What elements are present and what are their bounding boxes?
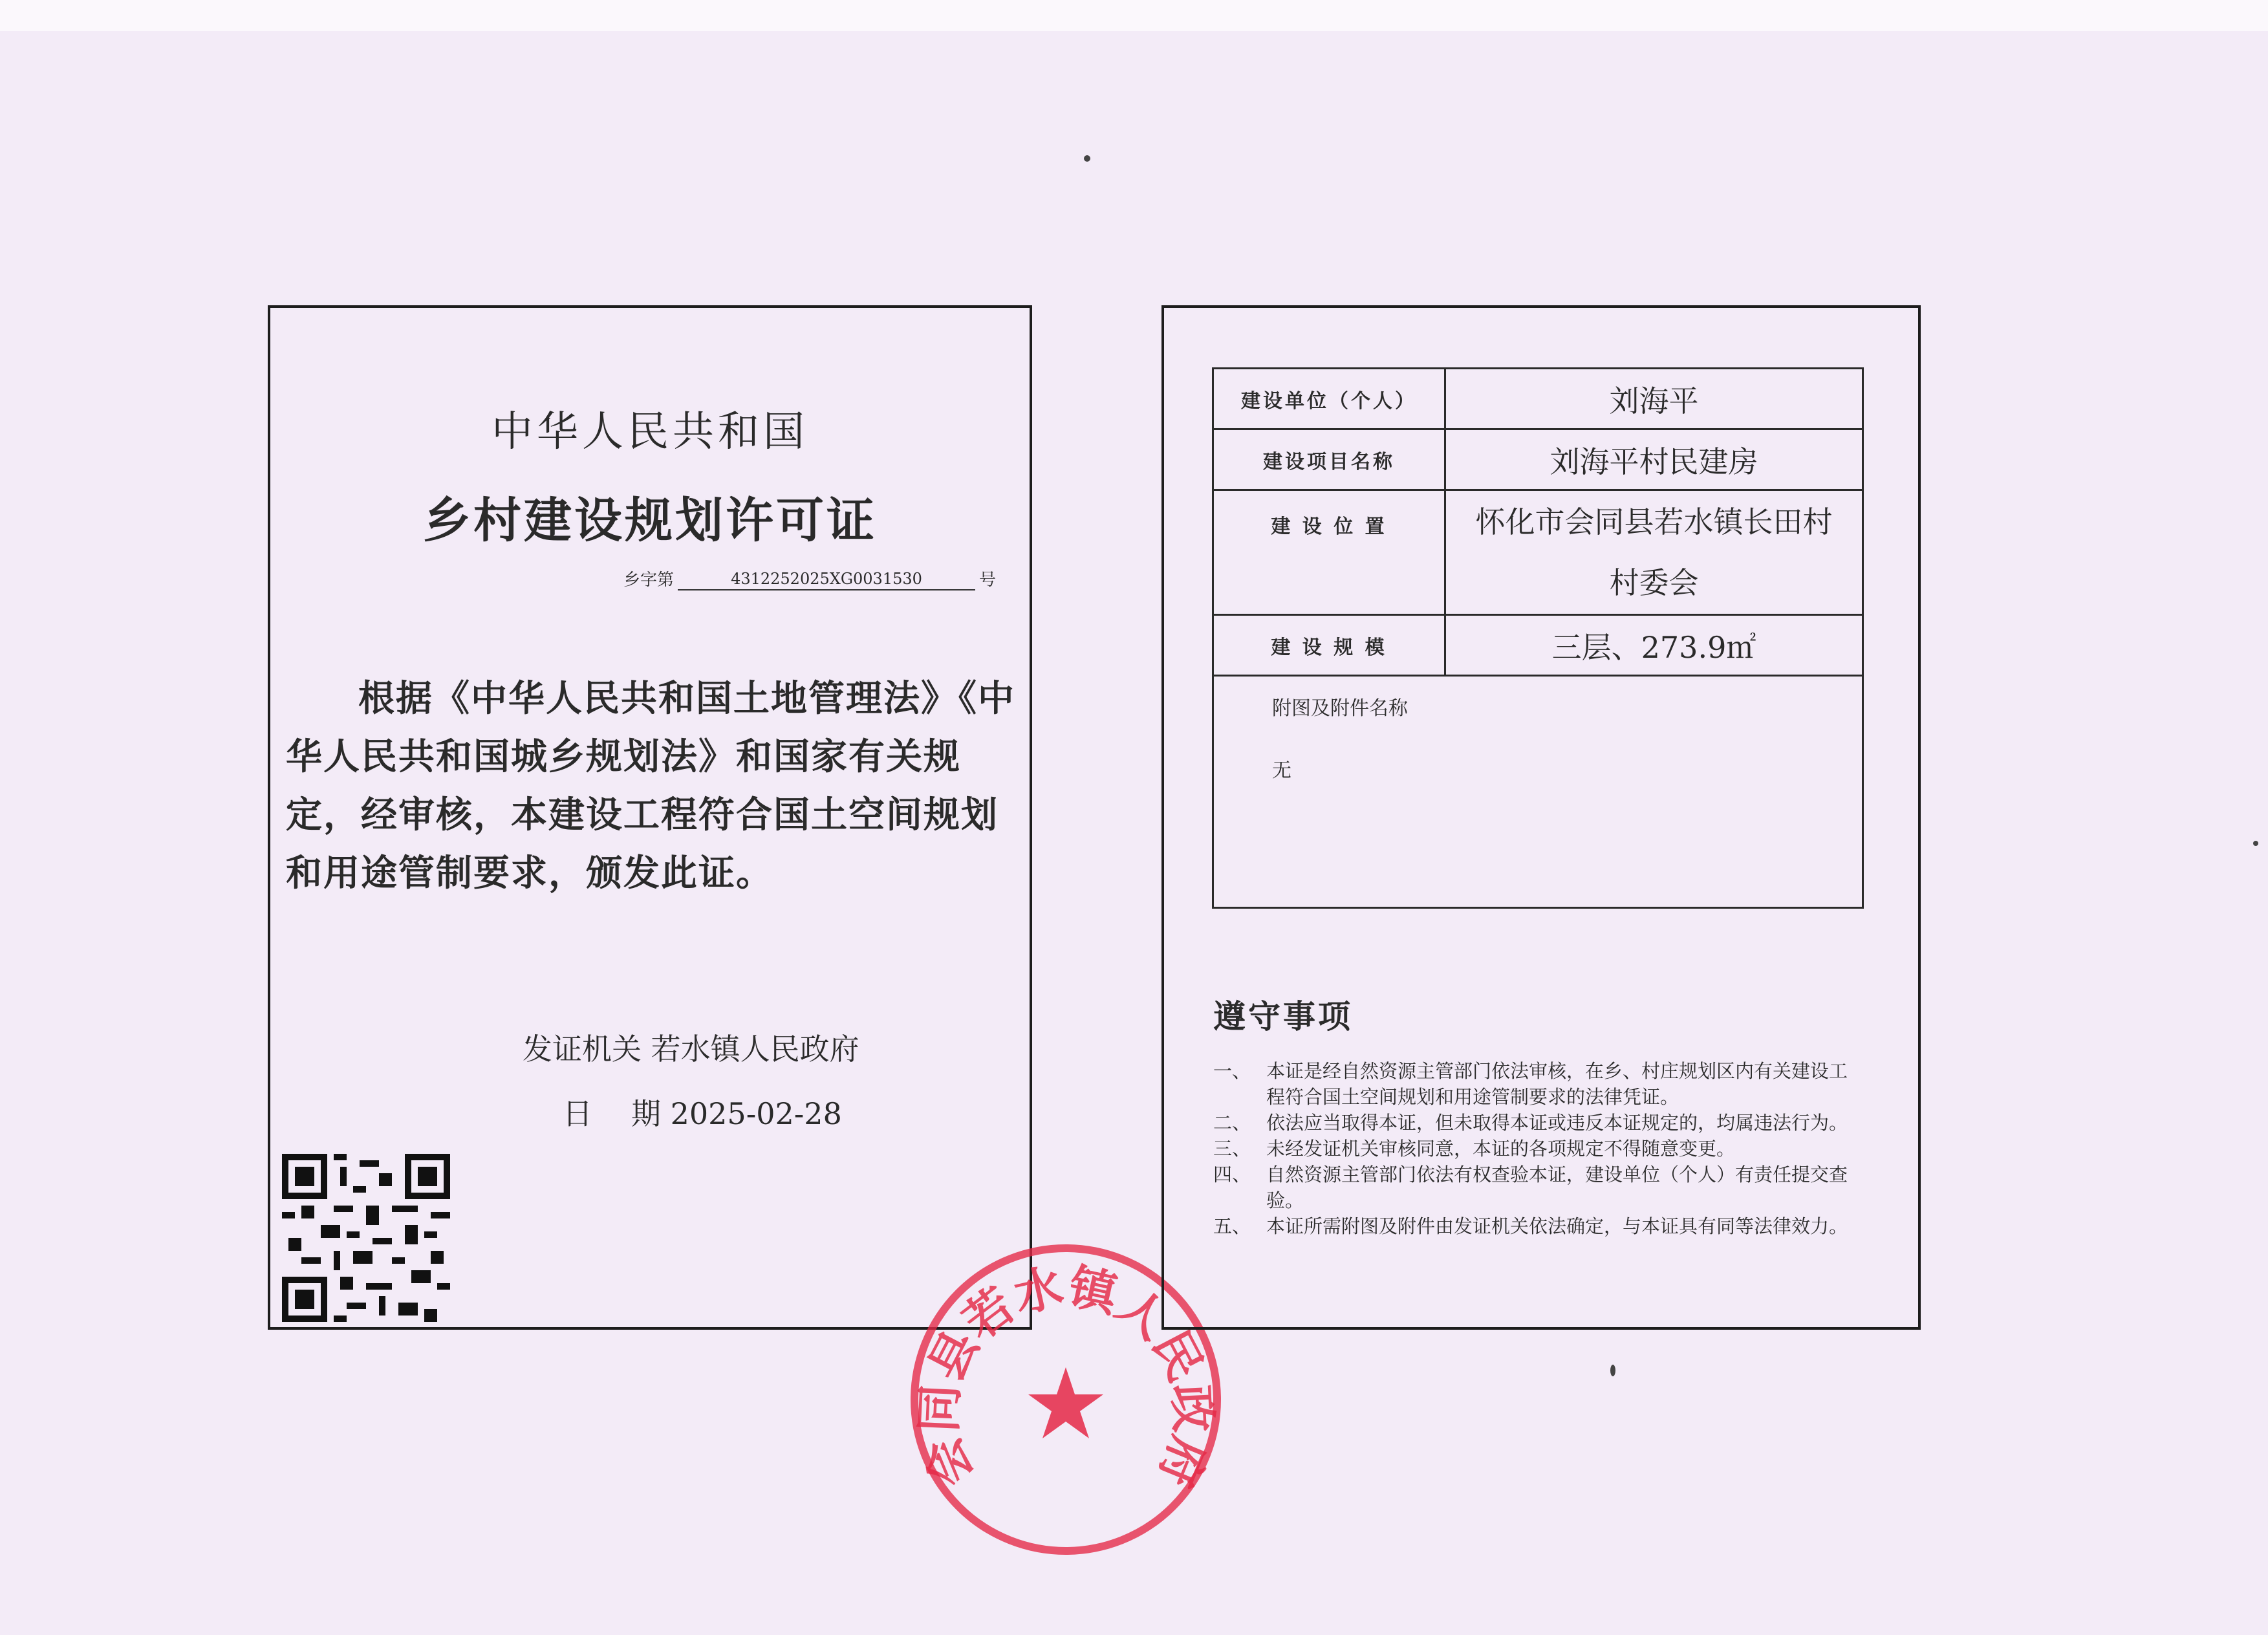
cert-prefix: 乡字第 — [623, 570, 674, 590]
date-line — [563, 1090, 842, 1133]
table-row — [1213, 369, 1863, 429]
rule-number: 一、 — [1213, 1060, 1251, 1082]
qr-code-icon — [282, 1154, 450, 1322]
list-item — [1213, 1213, 1860, 1239]
certificate-body: 根据《中华人民共和国土地管理法》《中华人民共和国城乡规划法》和国家有关规定，经审核，本建设工程符合国土空间规划和用途管制要求，颁发此证。 — [286, 678, 1015, 894]
project-info-table — [1212, 367, 1864, 909]
cert-suffix: 号 — [978, 570, 996, 590]
rule-text: 自然资源主管部门依法有权查验本证，建设单位（个人）有责任提交查验。 — [1266, 1164, 1848, 1211]
date-value: 2025-02-28 — [670, 1096, 842, 1131]
scan-speck — [2253, 841, 2258, 846]
certificate-number — [623, 567, 996, 590]
date-label-2: 期 — [631, 1096, 661, 1131]
row-label: 建 设 规 模 — [1213, 615, 1445, 676]
location-line-2: 村委会 — [1609, 565, 1699, 600]
issuer-label: 发证机关 — [523, 1032, 642, 1067]
rule-text: 未经发证机关审核同意，本证的各项规定不得随意变更。 — [1266, 1138, 1736, 1160]
attachments-value: 无 — [1272, 759, 1291, 782]
location-line-1: 怀化市会同县若水镇长田村 — [1475, 504, 1833, 539]
rule-number: 二、 — [1213, 1112, 1251, 1134]
table-row — [1213, 490, 1863, 615]
row-label: 建 设 位 置 — [1213, 490, 1445, 615]
table-row — [1213, 429, 1863, 490]
project-location — [1445, 490, 1863, 615]
certificate-details-panel — [1161, 305, 1921, 1330]
rule-number: 四、 — [1213, 1164, 1251, 1186]
issuer-line — [523, 1026, 859, 1068]
country-heading: 中华人民共和国 — [491, 408, 808, 456]
project-name: 刘海平村民建房 — [1445, 429, 1863, 490]
attachments-cell — [1213, 676, 1863, 908]
rule-text: 本证是经自然资源主管部门依法审核，在乡、村庄规划区内有关建设工程符合国土空间规划和用途管制要求的法律凭证。 — [1266, 1060, 1848, 1108]
list-item — [1213, 1136, 1860, 1162]
certificate-title: 乡村建设规划许可证 — [423, 493, 877, 548]
rule-text: 依法应当取得本证，但未取得本证或违反本证规定的，均属违法行为。 — [1266, 1112, 1848, 1134]
date-label-1: 日 — [563, 1096, 592, 1131]
seal-star-icon — [1028, 1367, 1103, 1438]
seal-text: 会同县若水镇人民政府 — [911, 1259, 1221, 1495]
rules-list — [1213, 1058, 1860, 1239]
list-item — [1213, 1110, 1860, 1136]
list-item — [1213, 1162, 1860, 1213]
scan-speck — [1084, 155, 1090, 162]
row-label: 建设项目名称 — [1213, 429, 1445, 490]
builder-name: 刘海平 — [1445, 369, 1863, 429]
notes-title: 遵守事项 — [1213, 998, 1353, 1035]
project-scale: 三层、273.9㎡ — [1445, 615, 1863, 676]
table-row — [1213, 676, 1863, 908]
scan-edge — [0, 0, 2268, 31]
attachments-label: 附图及附件名称 — [1272, 697, 1408, 720]
certificate-front-panel — [268, 305, 1221, 1495]
rule-number: 三、 — [1213, 1138, 1251, 1160]
rule-number: 五、 — [1213, 1215, 1251, 1237]
scan-speck — [1610, 1365, 1615, 1376]
table-row — [1213, 615, 1863, 676]
rule-text: 本证所需附图及附件由发证机关依法确定，与本证具有同等法律效力。 — [1266, 1215, 1848, 1237]
issuer-value: 若水镇人民政府 — [651, 1032, 859, 1067]
list-item — [1213, 1058, 1860, 1110]
cert-number-value: 4312252025XG0031530 — [678, 570, 975, 590]
row-label: 建设单位（个人） — [1213, 369, 1445, 429]
